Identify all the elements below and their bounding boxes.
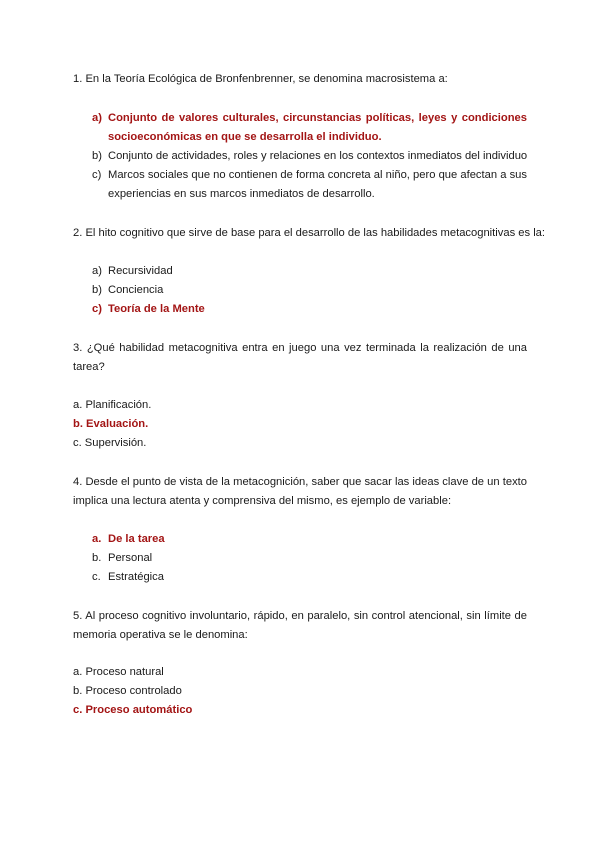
question-4-stem-line2: implica una lectura atenta y comprensiva del mismo, es ejemplo de variable: bbox=[73, 495, 452, 507]
question-3-stem-line1: 3. ¿Qué habilidad metacognitiva entra en juego una vez terminada la realización de una bbox=[73, 342, 527, 354]
option-label: a) bbox=[92, 265, 102, 277]
option-text: Conjunto de actividades, roles y relaciones en los contextos inmediatos del individuo bbox=[108, 150, 528, 162]
question-4-option-c bbox=[92, 570, 164, 584]
question-3-option-c: c. Supervisión. bbox=[73, 437, 147, 449]
question-5-option-b: b. Proceso controlado bbox=[73, 685, 182, 697]
option-text-line1: Marcos sociales que no contienen de forma concreta al niño, pero que afectan a sus bbox=[108, 169, 527, 181]
question-5-stem-line2: memoria operativa se le denomina: bbox=[73, 629, 248, 641]
option-label: b. bbox=[92, 552, 102, 564]
option-label: c) bbox=[92, 169, 102, 181]
question-2-stem: 2. El hito cognitivo que sirve de base para el desarrollo de las habilidades metacognitivas es la: bbox=[73, 227, 546, 239]
option-text: Teoría de la Mente bbox=[108, 303, 205, 315]
question-4-option-b bbox=[92, 551, 153, 565]
question-1-option-a-line2: socioeconómicas en que se desarrolla el individuo. bbox=[108, 131, 382, 143]
option-text: Estratégica bbox=[108, 571, 164, 583]
option-label: a) bbox=[92, 112, 102, 124]
option-text-line1: Conjunto de valores culturales, circunstancias políticas, leyes y condiciones bbox=[108, 112, 527, 124]
option-text: Conciencia bbox=[108, 284, 164, 296]
question-2-option-a bbox=[92, 264, 173, 278]
option-text: Personal bbox=[108, 552, 153, 564]
option-text: De la tarea bbox=[108, 533, 165, 545]
question-1-stem: 1. En la Teoría Ecológica de Bronfenbrenner, se denomina macrosistema a: bbox=[73, 73, 448, 85]
option-label: c. bbox=[92, 571, 101, 583]
option-label: b) bbox=[92, 284, 102, 296]
question-3-option-a: a. Planificación. bbox=[73, 399, 152, 411]
option-text: Recursividad bbox=[108, 265, 173, 277]
question-4-stem-line1: 4. Desde el punto de vista de la metacognición, saber que sacar las ideas clave de un texto bbox=[73, 476, 527, 488]
question-5-option-a: a. Proceso natural bbox=[73, 666, 164, 678]
question-1-option-c-line2: experiencias en sus marcos inmediatos de desarrollo. bbox=[108, 188, 375, 200]
option-label: a. bbox=[92, 533, 102, 545]
question-2-option-c bbox=[92, 302, 205, 316]
question-4-option-a bbox=[92, 532, 165, 546]
question-3-stem-line2: tarea? bbox=[73, 361, 105, 373]
option-label: c) bbox=[92, 303, 102, 315]
question-1-option-b bbox=[92, 149, 528, 163]
question-2-option-b bbox=[92, 283, 164, 297]
question-3-option-b: b. Evaluación. bbox=[73, 418, 149, 430]
question-5-option-c: c. Proceso automático bbox=[73, 704, 193, 716]
option-label: b) bbox=[92, 150, 102, 162]
question-5-stem-line1: 5. Al proceso cognitivo involuntario, rápido, en paralelo, sin control atencional, sin límite de bbox=[73, 610, 527, 622]
